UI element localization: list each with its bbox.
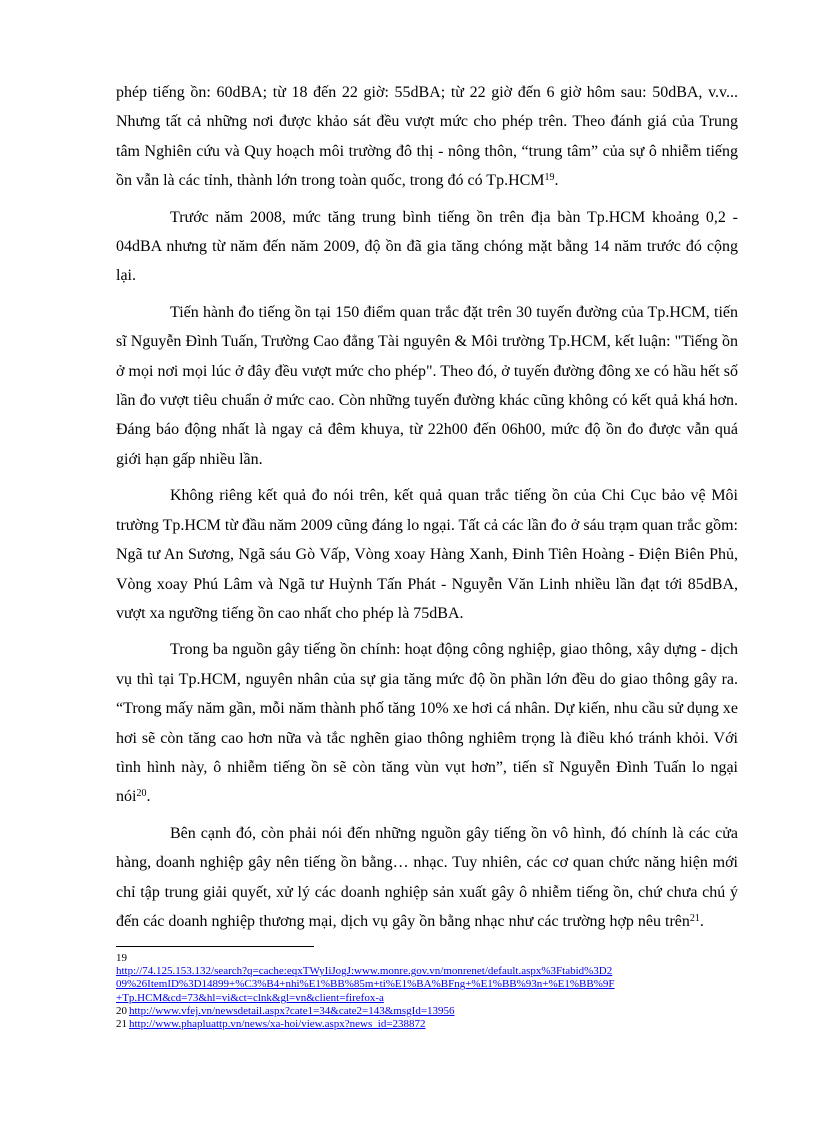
footnote-ref-20[interactable]: 20 xyxy=(136,788,147,800)
document-body xyxy=(116,78,738,943)
paragraph-6-text: Bên cạnh đó, còn phải nói đến những nguồn gây tiếng ồn vô hình, đó chính là các cửa hàng, doanh nghiệp gây nên tiếng ồn bằng… nhạc. Tuy nhiên, các cơ quan chức năng hiện mới chỉ tập trung giải quyết, xử lý các doanh nghiệp sản xuất gây ô nhiễm tiếng ồn, chứ chưa chú ý đến các doanh nghiệp thương mại, dịch vụ gây ồn bằng nhạc như các trường hợp nêu trên xyxy=(116,824,738,930)
paragraph-5-text: Trong ba nguồn gây tiếng ồn chính: hoạt động công nghiệp, giao thông, xây dựng - dịch vụ thì tại Tp.HCM, nguyên nhân của sự gia tăng mức độ ồn phần lớn đều do giao thông gây ra. “Trong mấy năm gần, mỗi năm thành phố tăng 10% xe hơi cá nhân. Dự kiến, nhu cầu sử dụng xe hơi sẽ còn tăng cao hơn nữa và tắc nghẽn giao thông nghiêm trọng là điều khó tránh khỏi. Với tình hình này, ô nhiễm tiếng ồn sẽ còn tăng vùn vụt hơn”, tiến sĩ Nguyễn Đình Tuấn lo ngại nói xyxy=(116,641,738,806)
footnote-21-number: 21 xyxy=(116,1018,127,1031)
paragraph-2: Trước năm 2008, mức tăng trung bình tiếng ồn trên địa bàn Tp.HCM khoảng 0,2 - 04dBA nhưng từ năm đến năm 2009, độ ồn đã gia tăng chóng mặt bằng 14 năm trước đó cộng lại. xyxy=(116,208,738,285)
footnote-19-link-line-1[interactable]: http://74.125.153.132/search?q=cache:eqxTWyIiJogJ:www.monre.gov.vn/monrenet/default.aspx%3Ftabid%3D2 xyxy=(116,965,613,978)
footnotes xyxy=(116,952,756,1031)
footnote-19-link-line-3[interactable]: +Tp.HCM&cd=73&hl=vi&ct=clnk&gl=vn&client=firefox-a xyxy=(116,991,384,1004)
footnote-21-link[interactable]: http://www.phapluattp.vn/news/xa-hoi/view.aspx?news_id=238872 xyxy=(129,1018,426,1031)
footnote-20 xyxy=(116,1005,756,1018)
paragraph-6-end: . xyxy=(699,912,704,930)
footnote-19-link-line-2[interactable]: 09%26ItemID%3D14899+%C3%B4+nhi%E1%BB%85m+ti%E1%BA%BFng+%E1%BB%93n+%E1%BB%9F xyxy=(116,978,615,991)
paragraph-3: Tiến hành đo tiếng ồn tại 150 điểm quan trắc đặt trên 30 tuyến đường của Tp.HCM, tiến sĩ Nguyễn Đình Tuấn, Trường Cao đẳng Tài nguyên & Môi trường Tp.HCM, kết luận: "Tiếng ồn ở mọi nơi mọi lúc ở đây đều vượt mức cho phép". Theo đó, ở tuyến đường đông xe có hầu hết số lần đo vượt tiêu chuẩn ở mức cao. Còn những tuyến đường khác cũng không có kết quả khá hơn. Đáng báo động nhất là ngay cả đêm khuya, từ 22h00 đến 06h00, mức độ ồn đo được vẫn quá giới hạn gấp nhiều lần. xyxy=(116,303,738,468)
footnote-19 xyxy=(116,965,756,1005)
paragraph-1-end: . xyxy=(554,172,559,190)
footnote-ref-21[interactable]: 21 xyxy=(689,912,700,924)
paragraph-1 xyxy=(116,78,738,196)
footnote-ref-19[interactable]: 19 xyxy=(544,172,555,184)
paragraph-6 xyxy=(116,819,738,937)
footnote-separator xyxy=(116,946,314,947)
footnote-20-number: 20 xyxy=(116,1004,127,1017)
paragraph-5 xyxy=(116,635,738,811)
paragraph-4: Không riêng kết quả đo nói trên, kết quả quan trắc tiếng ồn của Chi Cục bảo vệ Môi trường Tp.HCM từ đầu năm 2009 cũng đáng lo ngại. Tất cả các lần đo ở sáu trạm quan trắc gồm: Ngã tư An Sương, Ngã sáu Gò Vấp, Vòng xoay Hàng Xanh, Đinh Tiên Hoàng - Điện Biên Phủ, Vòng xoay Phú Lâm và Ngã tư Huỳnh Tấn Phát - Nguyễn Văn Linh nhiều lần đạt tới 85dBA, vượt xa ngưỡng tiếng ồn cao nhất cho phép là 75dBA. xyxy=(116,487,738,622)
paragraph-5-end: . xyxy=(146,788,151,806)
paragraph-1-text: phép tiếng ồn: 60dBA; từ 18 đến 22 giờ: 55dBA; từ 22 giờ đến 6 giờ hôm sau: 50dBA, v.v... Nhưng tất cả những nơi được khảo sát đều vượt mức cho phép trên. Theo đánh giá của Trung tâm Nghiên cứu và Quy hoạch môi trường đô thị - nông thôn, “trung tâm” của sự ô nhiễm tiếng ồn vẫn là các tỉnh, thành lớn trong toàn quốc, trong đó có Tp.HCM xyxy=(116,84,738,190)
footnote-20-link[interactable]: http://www.vfej.vn/newsdetail.aspx?cate1=34&cate2=143&msgId=13956 xyxy=(129,1004,455,1017)
footnote-19-number: 19 xyxy=(116,952,127,964)
footnote-21 xyxy=(116,1018,756,1031)
